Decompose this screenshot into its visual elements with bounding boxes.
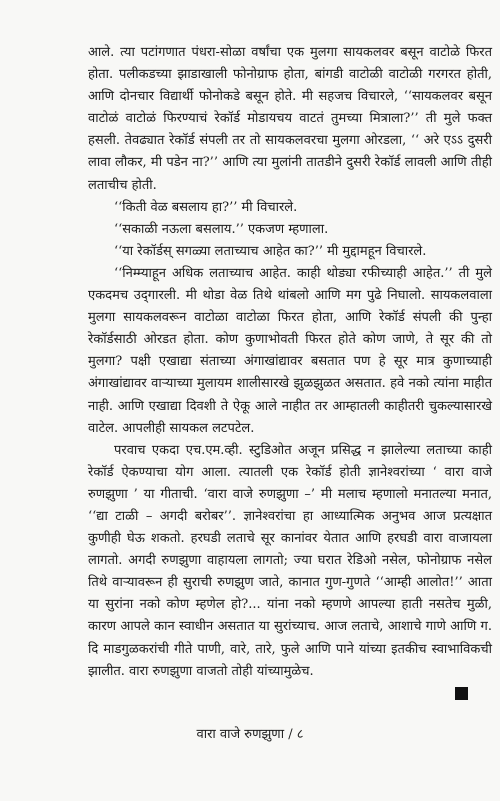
end-of-chapter-square-icon: [455, 687, 468, 700]
body-text: [88, 42, 492, 683]
paragraph-2: ‘‘किती वेळ बसलाय हा?’’ मी विचारले.: [114, 199, 298, 215]
paragraph-3: ‘‘सकाळी नऊला बसलाय.’’ एकजण म्हणाला.: [114, 221, 329, 237]
paragraph-5: ‘‘निम्म्याहून अधिक लताच्याच आहेत. काही थोड्या रफीच्याही आहेत.’’ ती मुले एकदमच उद्‌गारली. मी थोडा वेळ तिथे थांबलो आणि मग पुढे निघालो. सायकलवाला मुलगा सायकलवरून वाटोळा वाटोळा फिरत होता, आणि रेकॉर्ड संपली की पुन्हा रेकॉर्डसाठी ओरडत होता. कोण कुणाभोवती फिरत होते कोण जाणे, ते सूर की तो मुलगा? पक्षी एखाद्या संताच्या अंगाखांद्यावर बसतात पण हे सूर मात्र कुणाच्याही अंगाखांद्यावर वाऱ्याच्या मुलायम शालीसारखे झुळझुळत असतात. हवे नको त्यांना माहीत नाही. आणि एखाद्या दिवशी ते ऐकू आले नाहीत तर आम्हातली काहीतरी चुकल्यासारखे वाटेल. आपलीही सायकल लटपटेल.: [88, 265, 492, 436]
page-footer: वारा वाजे रुणझुणा / ८: [196, 727, 304, 742]
paragraph-1: आले. त्या पटांगणात पंधरा-सोळा वर्षांचा एक मुलगा सायकलवर बसून वाटोळे फिरत होता. पलीकडच्या झाडाखाली फोनोग्राफ होता, बांगडी वाटोळी वाटोळी गरगरत होती, आणि दोनचार विद्यार्थी फोनोकडे बसून होते. मी सहजच विचारले, ‘‘सायकलवर बसून वाटोळं वाटोळं फिरण्याचं रेकॉर्ड मोडायचय वाटतं तुमच्या मित्राला?’’ ती मुले फक्त हसली. तेवढ्यात रेकॉर्ड संपली तर तो सायकलवरचा मुलगा ओरडला, ‘‘ अरे एऽऽ दुसरी लावा लौकर, मी पडेन ना?’’ आणि त्या मुलांनी तातडीने दुसरी रेकॉर्ड लावली आणि तीही लताचीच होती.: [88, 45, 492, 193]
paragraph-4: ‘‘या रेकॉर्डस् सगळ्या लताच्याच आहेत का?’’ मी मुद्दामहून विचारले.: [114, 243, 427, 259]
paragraph-6: परवाच एकदा एच.एम.व्ही. स्टुडिओत अजून प्रसिद्ध न झालेल्या लताच्या काही रेकॉर्ड ऐकण्याचा योग आला. त्यातली एक रेकॉर्ड होती ज्ञानेश्वरांच्या ‘ वारा वाजे रुणझुणा ’ या गीताची. ‘वारा वाजे रुणझुणा –’ मी मलाच म्हणालो मनातल्या मनात, ‘‘द्या टाळी – अगदी बरोबर’’. ज्ञानेश्वरांचा हा आध्यात्मिक अनुभव आज प्रत्यक्षात कुणीही घेऊ शकतो. हरघडी लताचे सूर कानांवर येतात आणि हरघडी वारा वाजायला लागतो. अगदी रुणझुणा वाहायला लागतो; ज्या घरात रेडिओ नसेल, फोनोग्राफ नसेल तिथे वाऱ्यावरून ही सुराची रुणझुण जाते, कानात गुण-गुणते ‘‘आम्ही आलोत!’’ आता या सुरांना नको कोण म्हणेल हो?... यांना नको म्हणणे आपल्या हाती नसतेच मुळी, कारण आपले कान स्वाधीन असतात या सुरांच्याच. आज लताचे, आशाचे गाणे आणि ग. दि माडगुळकरांची गीते पाणी, वारे, तारे, फुले आणि पाने यांच्या इतकीच स्वाभाविकची झालीत. वारा रुणझुणा वाजतो तोही यांच्यामुळेच.: [88, 442, 492, 679]
